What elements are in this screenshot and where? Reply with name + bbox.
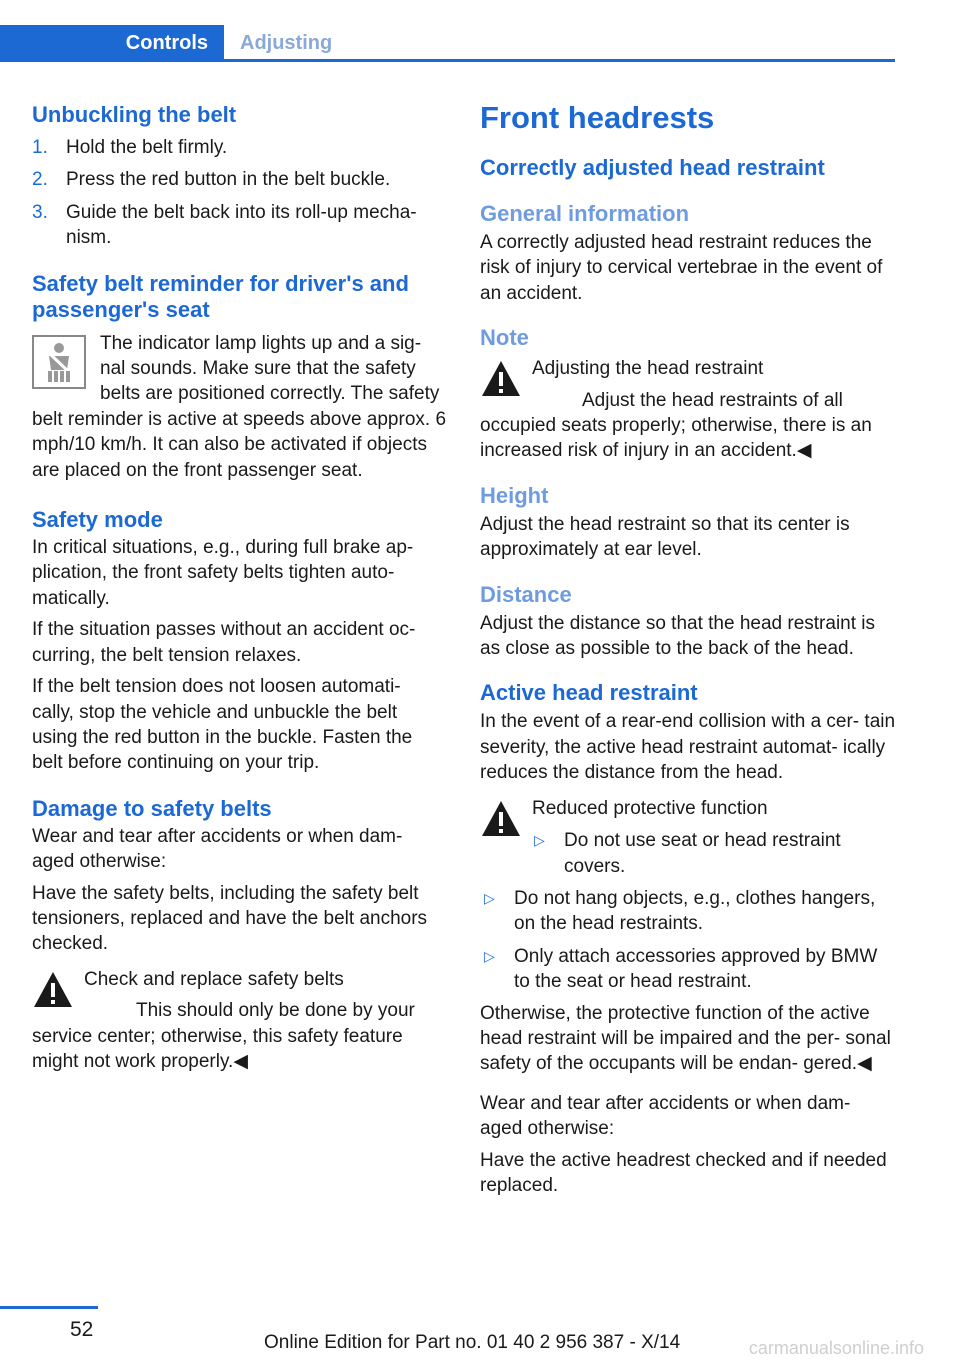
right-column xyxy=(480,98,896,1198)
reminder-text: The indicator lamp lights up and a sig‐ nal sounds. Make sure that the safety belts are positioned correctly. The safety belt reminder is active at speeds above approx. 6 mph/10 km/h. It can also be activated if objects are placed on the front passenger seat. xyxy=(32,332,447,481)
front-headrests-heading: Front headrests xyxy=(480,100,715,135)
otherwise-text: Otherwise, the protective function of the active head restraint will be impaired and the per‐ sonal safety of the occupants will be endan‐ gered.◀ xyxy=(480,1002,891,1075)
watermark-text: carmanualsonline.info xyxy=(748,1338,924,1358)
safety-mode-paragraph: If the situation passes without an accident oc‐ curring, the belt tension relaxes. xyxy=(32,619,416,666)
warning-triangle-icon xyxy=(32,969,74,1011)
distance-heading: Distance xyxy=(480,581,572,607)
unbuckling-steps xyxy=(32,135,446,251)
note-warning-block xyxy=(480,356,896,464)
warning-triangle-icon xyxy=(480,798,522,840)
wear-text: Wear and tear after accidents or when dam‐ aged otherwise: xyxy=(480,1092,851,1140)
have-text: Have the active headrest checked and if needed replaced. xyxy=(480,1149,887,1196)
active-restraint-text: In the event of a rear-end collision with a cer‐ tain severity, the active head restraint automat‐ ically reduces the distance from the head. xyxy=(480,711,896,784)
reminder-heading: Safety belt reminder for driver's and passenger's seat xyxy=(32,270,409,322)
active-restraint-heading: Active head restraint xyxy=(480,680,698,706)
footer-line xyxy=(0,1306,98,1309)
list-item: ▷ Do not use seat or head restraint covers. xyxy=(534,830,841,877)
warning-title: Check and replace safety belts xyxy=(84,968,344,990)
reduced-bullet-list xyxy=(530,828,896,879)
seat-belt-reminder-icon xyxy=(32,335,86,389)
list-item: ▷ Do not hang objects, e.g., clothes hangers, on the head restraints. xyxy=(484,887,876,935)
list-item: ▷ Only attach accessories approved by BMW to the seat or head restraint. xyxy=(484,945,878,993)
warning-text: This should only be done by your service center; otherwise, this safety feature might not work properly.◀ xyxy=(32,1000,415,1072)
step-item: 2. Press the red button in the belt buckle. xyxy=(32,169,391,191)
safety-mode-paragraph: If the belt tension does not loosen automati‐ cally, stop the vehicle and unbuckle the belt using the red button in the buckle. Fasten the belt before continuing on your trip. xyxy=(32,676,413,774)
reduced-function-block xyxy=(480,796,896,879)
height-heading: Height xyxy=(480,482,549,508)
damage-paragraph: Wear and tear after accidents or when dam‐ aged otherwise: xyxy=(32,825,403,873)
damage-heading: Damage to safety belts xyxy=(32,795,272,821)
tab-adjusting[interactable]: Adjusting xyxy=(240,32,333,54)
damage-paragraph: Have the safety belts, including the safety belt tensioners, replaced and have the belt anchors checked. xyxy=(32,882,428,955)
general-info-heading: General information xyxy=(480,201,690,226)
general-info-text: A correctly adjusted head restraint reduces the risk of injury to cervical vertebrae in the event of an accident. xyxy=(480,232,883,304)
note-heading: Note xyxy=(480,325,529,351)
reduced-function-title: Reduced protective function xyxy=(532,797,768,819)
tab-controls[interactable]: Controls xyxy=(0,25,224,62)
safety-mode-heading: Safety mode xyxy=(32,507,163,533)
height-text: Adjust the head restraint so that its center is approximately at ear level. xyxy=(480,513,850,561)
warning-block xyxy=(32,967,446,1075)
page-header xyxy=(0,0,895,62)
note-warning-text: Adjust the head restraints of all occupied seats properly; otherwise, there is an increased risk of injury in an accident.◀ xyxy=(480,389,872,462)
left-column xyxy=(32,98,446,1074)
correct-adjust-heading: Correctly adjusted head restraint xyxy=(480,155,825,180)
headrest-bullet-list xyxy=(480,886,896,995)
step-item: 3. Guide the belt back into its roll-up mecha‐ nism. xyxy=(32,201,417,249)
unbuckling-heading: Unbuckling the belt xyxy=(32,102,237,127)
distance-text: Adjust the distance so that the head restraint is as close as possible to the back of the head. xyxy=(480,612,876,660)
edition-text: Online Edition for Part no. 01 40 2 956 387 - X/14 xyxy=(264,1332,681,1353)
page-number: 52 xyxy=(70,1318,94,1341)
note-warning-title: Adjusting the head restraint xyxy=(532,358,764,380)
reminder-block xyxy=(32,331,446,483)
warning-triangle-icon xyxy=(480,358,522,400)
step-item: 1. Hold the belt firmly. xyxy=(32,137,228,158)
safety-mode-paragraph: In critical situations, e.g., during full brake ap‐ plication, the front safety belts tighten auto‐ matically. xyxy=(32,537,414,609)
